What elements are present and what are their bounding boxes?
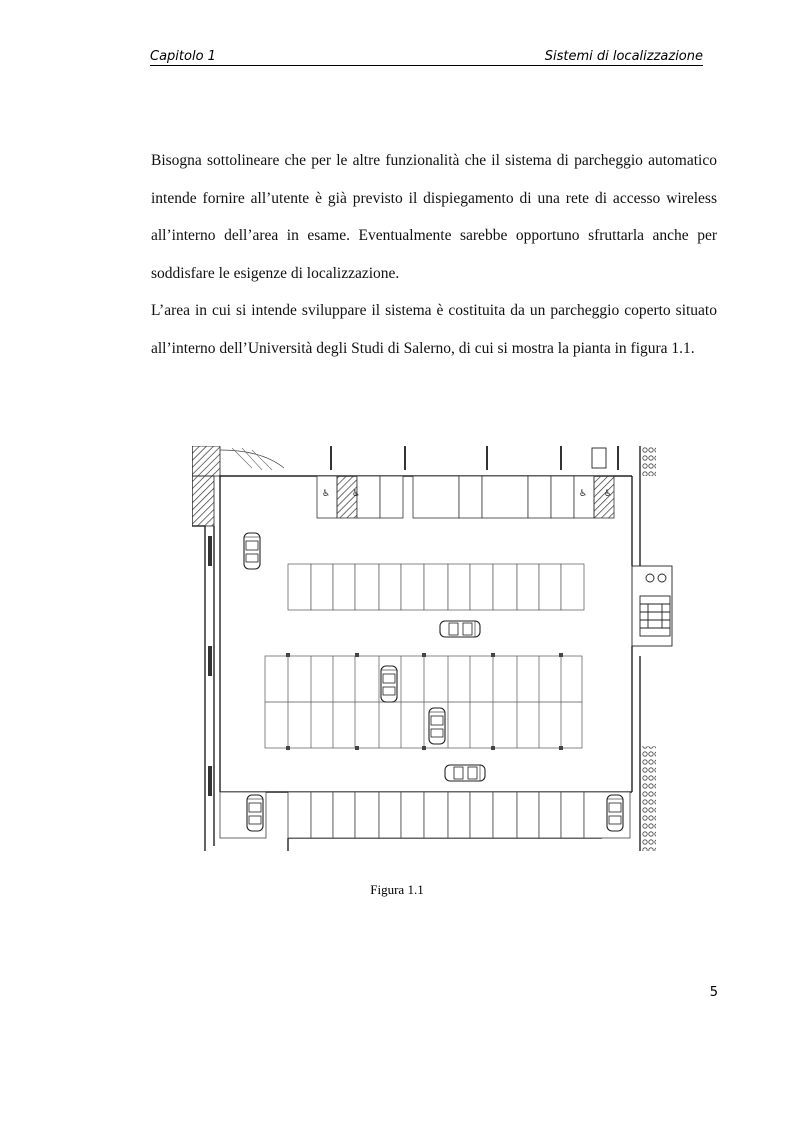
page-number: 5 — [709, 985, 718, 1000]
upper-central-row — [288, 564, 584, 610]
section-label: Sistemi di localizzazione — [544, 49, 703, 64]
bottom-parking-row — [220, 792, 630, 838]
parking-floor-plan — [192, 446, 682, 856]
hatched-corner — [192, 446, 220, 476]
lower-central-double-row — [265, 656, 582, 748]
running-header — [150, 49, 703, 66]
top-parking-row — [317, 476, 614, 518]
dotted-strip — [642, 746, 656, 851]
floor-plan-drawing — [192, 446, 682, 856]
figure-caption: Figura 1.1 — [370, 882, 424, 897]
chapter-label: Capitolo 1 — [150, 49, 216, 64]
svg-text:♿: ♿ — [604, 489, 613, 499]
svg-text:♿: ♿ — [579, 489, 588, 499]
paragraph: L’area in cui si intende sviluppare il sistema è costituita da un parcheggio coperto situato all’interno dell’Università degli Studi di Salerno, di cui si mostra la pianta in figura 1.1. — [151, 302, 717, 357]
svg-text:♿: ♿ — [322, 489, 331, 499]
paragraph: Bisogna sottolineare che per le altre funzionalità che il sistema di parcheggio automatico intende fornire all’utente è già previsto il dispiegamento di una rete di accesso wireless all’interno dell’area in esame. Eventualmente sarebbe opportuno sfruttarla anche per soddisfare le esigenze di localizzazione. — [151, 152, 717, 282]
svg-text:♿: ♿ — [352, 489, 361, 499]
body-text — [151, 142, 717, 367]
